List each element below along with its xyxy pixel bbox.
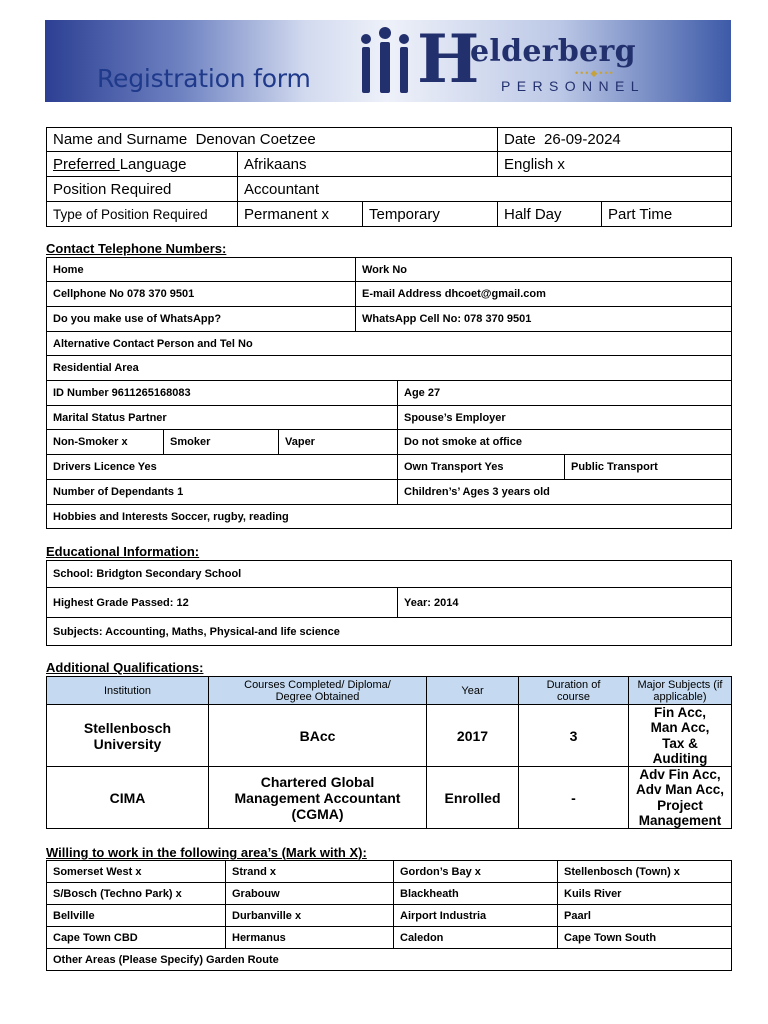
logo-letter-h: H bbox=[417, 20, 480, 98]
own-transport-field[interactable]: Own Transport Yes bbox=[397, 454, 565, 480]
qualification-duration: 3 bbox=[518, 704, 629, 767]
area-option[interactable]: Hermanus bbox=[225, 926, 394, 949]
qualifications-heading: Additional Qualifications: bbox=[46, 660, 204, 675]
area-option[interactable]: Airport Industria bbox=[393, 904, 558, 927]
header-banner bbox=[45, 20, 731, 102]
area-option[interactable]: Cape Town South bbox=[557, 926, 732, 949]
education-heading: Educational Information: bbox=[46, 544, 200, 559]
area-option[interactable]: Durbanville x bbox=[225, 904, 394, 927]
preferred-underlined: Preferred bbox=[53, 155, 120, 173]
residential-area-field[interactable]: Residential Area bbox=[46, 355, 732, 381]
column-header-duration: Duration of course bbox=[518, 676, 629, 705]
subjects-field[interactable]: Subjects: Accounting, Maths, Physical-and life science bbox=[46, 617, 732, 646]
column-header-major-subjects: Major Subjects (if applicable) bbox=[628, 676, 732, 705]
email-field[interactable]: E-mail Address dhcoet@gmail.com bbox=[355, 281, 732, 307]
area-option[interactable]: Blackheath bbox=[393, 882, 558, 905]
date-field[interactable] bbox=[497, 127, 732, 152]
type-part-time[interactable]: Part Time bbox=[601, 201, 732, 227]
marital-status-field[interactable]: Marital Status Partner bbox=[46, 405, 398, 430]
qualification-major-subjects: Fin Acc, Man Acc, Tax & Auditing bbox=[628, 704, 732, 767]
qualification-year: Enrolled bbox=[426, 766, 519, 829]
other-areas-field[interactable]: Other Areas (Please Specify) Garden Route bbox=[46, 948, 732, 971]
name-label: Name and Surname bbox=[53, 131, 188, 148]
smoker-option[interactable]: Smoker bbox=[163, 429, 279, 455]
qualification-course: Chartered Global Management Accountant (CGMA) bbox=[208, 766, 427, 829]
qualification-course: BAcc bbox=[208, 704, 427, 767]
language-english[interactable]: English x bbox=[497, 151, 732, 177]
cellphone-field[interactable]: Cellphone No 078 370 9501 bbox=[46, 281, 356, 307]
logo-wordmark: elderberg bbox=[470, 34, 636, 69]
form-title: Registration form bbox=[97, 64, 311, 93]
type-half-day[interactable]: Half Day bbox=[497, 201, 602, 227]
dependants-field[interactable]: Number of Dependants 1 bbox=[46, 479, 398, 505]
area-option[interactable]: Paarl bbox=[557, 904, 732, 927]
non-smoker-option[interactable]: Non-Smoker x bbox=[46, 429, 164, 455]
area-option[interactable]: S/Bosch (Techno Park) x bbox=[46, 882, 226, 905]
highest-grade-field[interactable]: Highest Grade Passed: 12 bbox=[46, 587, 398, 618]
drivers-licence-field[interactable]: Drivers Licence Yes bbox=[46, 454, 398, 480]
spouse-employer-field[interactable]: Spouse’s Employer bbox=[397, 405, 732, 430]
vaper-option[interactable]: Vaper bbox=[278, 429, 398, 455]
position-label: Position Required bbox=[46, 176, 238, 202]
school-field[interactable]: School: Bridgton Secondary School bbox=[46, 560, 732, 588]
column-header-courses: Courses Completed/ Diploma/ Degree Obtained bbox=[208, 676, 427, 705]
hobbies-field[interactable]: Hobbies and Interests Soccer, rugby, reading bbox=[46, 504, 732, 529]
qualification-institution: CIMA bbox=[46, 766, 209, 829]
area-option[interactable]: Stellenbosch (Town) x bbox=[557, 860, 732, 883]
qualification-major-subjects: Adv Fin Acc, Adv Man Acc, Project Management bbox=[628, 766, 732, 829]
childrens-ages-field[interactable]: Children’s’ Ages 3 years old bbox=[397, 479, 732, 505]
work-field[interactable]: Work No bbox=[355, 257, 732, 282]
area-option[interactable]: Somerset West x bbox=[46, 860, 226, 883]
area-option[interactable]: Grabouw bbox=[225, 882, 394, 905]
date-label: Date bbox=[504, 131, 536, 148]
column-header-institution: Institution bbox=[46, 676, 209, 705]
areas-heading: Willing to work in the following area’s (Mark with X): bbox=[46, 845, 367, 860]
id-number-field[interactable]: ID Number 9611265168083 bbox=[46, 380, 398, 406]
no-smoke-office-option[interactable]: Do not smoke at office bbox=[397, 429, 732, 455]
column-header-year: Year bbox=[426, 676, 519, 705]
age-field[interactable]: Age 27 bbox=[397, 380, 732, 406]
qualification-duration: - bbox=[518, 766, 629, 829]
type-temporary[interactable]: Temporary bbox=[362, 201, 498, 227]
whatsapp-question[interactable]: Do you make use of WhatsApp? bbox=[46, 306, 356, 332]
home-field[interactable]: Home bbox=[46, 257, 356, 282]
qualification-year: 2017 bbox=[426, 704, 519, 767]
type-permanent[interactable]: Permanent x bbox=[237, 201, 363, 227]
preferred-rest: Language bbox=[119, 155, 187, 173]
contact-heading: Contact Telephone Numbers: bbox=[46, 241, 227, 256]
name-value: Denovan Coetzee bbox=[195, 131, 316, 148]
logo-dots: •••◆••• bbox=[575, 68, 615, 78]
whatsapp-cell-field[interactable]: WhatsApp Cell No: 078 370 9501 bbox=[355, 306, 732, 332]
area-option[interactable]: Kuils River bbox=[557, 882, 732, 905]
area-option[interactable]: Caledon bbox=[393, 926, 558, 949]
area-option[interactable]: Cape Town CBD bbox=[46, 926, 226, 949]
public-transport-field[interactable]: Public Transport bbox=[564, 454, 732, 480]
area-option[interactable]: Bellville bbox=[46, 904, 226, 927]
name-field[interactable] bbox=[46, 127, 498, 152]
logo-subtitle: PERSONNEL bbox=[501, 78, 645, 94]
position-type-label: Type of Position Required bbox=[46, 201, 238, 227]
education-year-field[interactable]: Year: 2014 bbox=[397, 587, 732, 618]
language-afrikaans[interactable]: Afrikaans bbox=[237, 151, 498, 177]
people-logo-icon bbox=[357, 25, 413, 97]
position-value[interactable]: Accountant bbox=[237, 176, 732, 202]
preferred-language-label bbox=[46, 151, 238, 177]
qualification-institution: Stellenbosch University bbox=[46, 704, 209, 767]
alternative-contact-field[interactable]: Alternative Contact Person and Tel No bbox=[46, 331, 732, 356]
area-option[interactable]: Gordon’s Bay x bbox=[393, 860, 558, 883]
area-option[interactable]: Strand x bbox=[225, 860, 394, 883]
date-value: 26-09-2024 bbox=[544, 131, 621, 148]
